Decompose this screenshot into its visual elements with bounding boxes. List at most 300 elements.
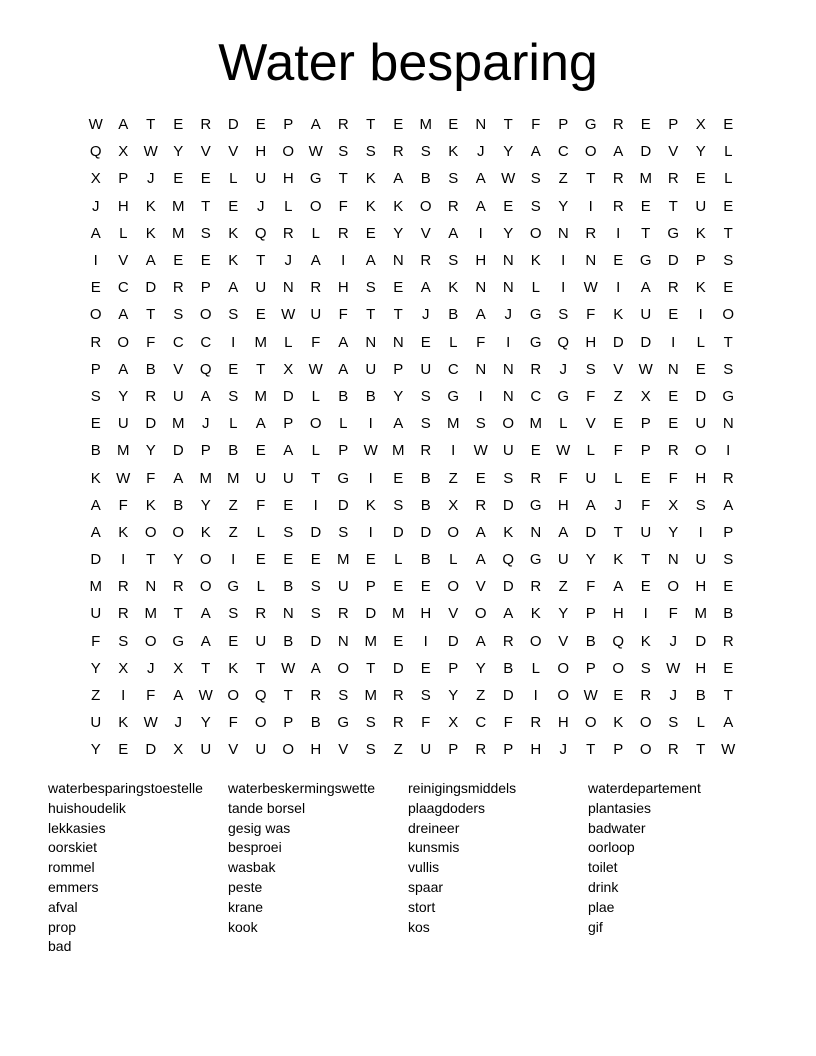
grid-letter: U: [337, 578, 349, 596]
grid-letter: P: [448, 659, 459, 677]
grid-letter: P: [200, 279, 211, 297]
grid-letter: S: [365, 714, 376, 732]
grid-letter: E: [668, 387, 679, 405]
grid-letter: B: [173, 496, 184, 514]
grid-letter: A: [145, 252, 156, 270]
word-list-item: afval: [48, 898, 78, 915]
grid-letter: D: [282, 387, 294, 405]
grid-letter: M: [392, 605, 405, 623]
grid-letter: F: [586, 387, 596, 405]
grid-letter: O: [254, 714, 267, 732]
grid-letter: O: [639, 714, 652, 732]
grid-letter: I: [533, 687, 538, 705]
grid-letter: N: [502, 387, 514, 405]
grid-letter: N: [282, 605, 294, 623]
grid-letter: B: [310, 714, 321, 732]
grid-letter: A: [503, 605, 514, 623]
grid-letter: E: [448, 116, 459, 134]
grid-letter: Z: [613, 387, 623, 405]
grid-row: [82, 600, 742, 627]
grid-letter: Y: [90, 659, 101, 677]
grid-letter: W: [363, 442, 378, 460]
grid-letter: I: [423, 632, 428, 650]
grid-letter: U: [255, 741, 267, 759]
grid-letter: F: [91, 632, 101, 650]
grid-letter: M: [172, 224, 185, 242]
grid-letter: R: [282, 224, 294, 242]
grid-letter: S: [530, 170, 541, 188]
grid-letter: R: [392, 714, 404, 732]
grid-letter: D: [392, 659, 404, 677]
grid-letter: Y: [503, 224, 514, 242]
grid-letter: T: [723, 333, 733, 351]
grid-letter: U: [502, 442, 514, 460]
word-list-item: drink: [588, 878, 619, 895]
grid-letter: A: [448, 224, 459, 242]
grid-letter: M: [89, 578, 102, 596]
grid-letter: D: [310, 632, 322, 650]
grid-letter: B: [228, 442, 239, 460]
grid-letter: S: [228, 605, 239, 623]
grid-letter: L: [696, 714, 705, 732]
grid-letter: B: [365, 387, 376, 405]
grid-letter: M: [172, 415, 185, 433]
grid-letter: F: [338, 197, 348, 215]
grid-letter: M: [529, 415, 542, 433]
grid-letter: A: [585, 496, 596, 514]
grid-letter: E: [173, 116, 184, 134]
grid-letter: D: [502, 578, 514, 596]
grid-letter: A: [475, 632, 486, 650]
grid-letter: M: [364, 687, 377, 705]
grid-letter: L: [311, 442, 320, 460]
grid-letter: E: [640, 116, 651, 134]
grid-letter: N: [585, 252, 597, 270]
grid-letter: C: [117, 279, 129, 297]
grid-letter: S: [695, 496, 706, 514]
word-list-item: huishoudelik: [48, 799, 126, 816]
grid-row: [82, 655, 742, 682]
grid-letter: N: [502, 360, 514, 378]
grid-letter: D: [392, 523, 404, 541]
grid-letter: I: [368, 523, 373, 541]
grid-letter: K: [695, 279, 706, 297]
grid-letter: R: [172, 578, 184, 596]
grid-letter: J: [174, 714, 182, 732]
grid-letter: J: [669, 632, 677, 650]
page-title: Water besparing: [218, 34, 598, 92]
grid-letter: A: [173, 687, 184, 705]
grid-letter: E: [640, 578, 651, 596]
grid-letter: B: [723, 605, 734, 623]
grid-letter: A: [613, 578, 624, 596]
grid-letter: D: [640, 333, 652, 351]
grid-letter: R: [530, 469, 542, 487]
grid-letter: I: [478, 224, 483, 242]
grid-letter: U: [695, 197, 707, 215]
grid-letter: Z: [91, 687, 101, 705]
grid-letter: E: [283, 496, 294, 514]
grid-letter: B: [420, 551, 431, 569]
grid-letter: E: [200, 170, 211, 188]
word-list-item: vullis: [408, 859, 440, 876]
grid-letter: E: [393, 578, 404, 596]
grid-letter: L: [339, 415, 348, 433]
grid-letter: P: [613, 741, 624, 759]
grid-letter: L: [449, 333, 458, 351]
grid-row: [82, 383, 742, 410]
grid-letter: O: [89, 306, 102, 324]
grid-letter: R: [310, 687, 322, 705]
grid-letter: R: [667, 442, 679, 460]
grid-letter: D: [145, 741, 157, 759]
grid-letter: T: [641, 224, 651, 242]
grid-letter: T: [146, 306, 156, 324]
grid-letter: Y: [173, 143, 184, 161]
grid-letter: C: [172, 333, 184, 351]
grid-letter: Y: [200, 496, 211, 514]
grid-letter: X: [118, 143, 129, 161]
grid-letter: I: [451, 442, 456, 460]
grid-letter: P: [558, 116, 569, 134]
grid-letter: F: [476, 333, 486, 351]
grid-letter: R: [585, 224, 597, 242]
grid-letter: S: [723, 360, 734, 378]
grid-letter: H: [420, 605, 432, 623]
grid-letter: H: [695, 659, 707, 677]
grid-letter: Z: [393, 741, 403, 759]
grid-letter: L: [724, 170, 733, 188]
grid-letter: I: [368, 415, 373, 433]
grid-letter: A: [640, 279, 651, 297]
grid-letter: I: [726, 442, 731, 460]
grid-letter: B: [503, 659, 514, 677]
grid-letter: P: [338, 442, 349, 460]
grid-letter: J: [504, 306, 512, 324]
grid-letter: T: [723, 687, 733, 705]
grid-letter: M: [254, 387, 267, 405]
grid-letter: E: [475, 469, 486, 487]
grid-letter: I: [478, 387, 483, 405]
grid-letter: H: [557, 496, 569, 514]
grid-letter: K: [393, 197, 404, 215]
grid-letter: U: [282, 469, 294, 487]
grid-letter: D: [502, 687, 514, 705]
word-list-item: kos: [408, 918, 430, 935]
grid-letter: E: [503, 197, 514, 215]
grid-letter: N: [475, 116, 487, 134]
grid-letter: R: [337, 116, 349, 134]
grid-row: [82, 247, 742, 274]
grid-letter: E: [420, 333, 431, 351]
grid-letter: O: [117, 333, 130, 351]
word-list-item: wasbak: [228, 859, 276, 876]
grid-letter: R: [392, 143, 404, 161]
grid-letter: V: [668, 143, 679, 161]
grid-letter: U: [585, 469, 597, 487]
grid-letter: J: [559, 741, 567, 759]
grid-letter: J: [669, 687, 677, 705]
grid-letter: L: [586, 442, 595, 460]
grid-letter: L: [256, 578, 265, 596]
grid-letter: T: [723, 224, 733, 242]
grid-letter: U: [255, 632, 267, 650]
grid-letter: W: [583, 279, 598, 297]
grid-letter: R: [337, 605, 349, 623]
grid-letter: T: [668, 197, 678, 215]
grid-letter: X: [668, 496, 679, 514]
grid-letter: T: [641, 551, 651, 569]
word-column: [48, 779, 228, 957]
word-list-item: kook: [228, 918, 258, 935]
grid-row: [82, 573, 742, 600]
grid-letter: R: [117, 605, 129, 623]
grid-letter: K: [200, 523, 211, 541]
grid-letter: D: [612, 333, 624, 351]
grid-letter: R: [475, 741, 487, 759]
grid-letter: L: [531, 279, 540, 297]
grid-letter: A: [228, 279, 239, 297]
grid-letter: O: [447, 578, 460, 596]
grid-letter: I: [313, 496, 318, 514]
word-list-item: emmers: [48, 878, 99, 895]
grid-letter: R: [420, 442, 432, 460]
grid-row: [82, 736, 742, 763]
grid-letter: R: [392, 687, 404, 705]
word-list-item: lekkasies: [48, 819, 106, 836]
grid-letter: B: [695, 687, 706, 705]
grid-letter: M: [199, 469, 212, 487]
grid-letter: A: [393, 415, 404, 433]
grid-letter: U: [172, 387, 184, 405]
grid-letter: V: [200, 143, 211, 161]
grid-row: [82, 165, 742, 192]
grid-letter: K: [228, 659, 239, 677]
grid-letter: R: [145, 387, 157, 405]
grid-letter: F: [146, 469, 156, 487]
grid-letter: U: [695, 551, 707, 569]
grid-letter: K: [365, 496, 376, 514]
grid-letter: A: [613, 143, 624, 161]
grid-letter: J: [477, 143, 485, 161]
grid-letter: A: [118, 116, 129, 134]
grid-letter: X: [173, 659, 184, 677]
grid-letter: K: [503, 523, 514, 541]
grid-letter: D: [420, 523, 432, 541]
word-list-item: oorloop: [588, 839, 635, 856]
word-search-grid: [82, 111, 742, 764]
grid-letter: K: [365, 197, 376, 215]
grid-letter: O: [199, 306, 212, 324]
grid-letter: E: [393, 469, 404, 487]
grid-letter: B: [448, 306, 459, 324]
grid-letter: A: [393, 170, 404, 188]
grid-letter: S: [365, 143, 376, 161]
grid-letter: N: [475, 360, 487, 378]
grid-letter: E: [228, 197, 239, 215]
grid-letter: L: [724, 143, 733, 161]
grid-letter: Y: [558, 197, 569, 215]
grid-letter: E: [668, 415, 679, 433]
grid-letter: S: [723, 551, 734, 569]
grid-letter: O: [612, 659, 625, 677]
grid-letter: P: [668, 116, 679, 134]
grid-letter: A: [310, 116, 321, 134]
grid-letter: R: [667, 279, 679, 297]
grid-letter: E: [613, 415, 624, 433]
grid-letter: D: [695, 387, 707, 405]
grid-letter: P: [723, 523, 734, 541]
grid-letter: G: [667, 224, 680, 242]
grid-letter: J: [147, 170, 155, 188]
grid-letter: P: [640, 415, 651, 433]
grid-letter: B: [420, 170, 431, 188]
grid-letter: E: [640, 469, 651, 487]
grid-letter: B: [283, 578, 294, 596]
grid-letter: W: [638, 360, 653, 378]
grid-letter: E: [228, 632, 239, 650]
grid-letter: G: [529, 306, 542, 324]
grid-letter: L: [531, 659, 540, 677]
grid-letter: X: [448, 496, 459, 514]
grid-letter: V: [118, 252, 129, 270]
grid-letter: E: [420, 578, 431, 596]
grid-letter: H: [475, 252, 487, 270]
grid-letter: W: [281, 306, 296, 324]
grid-letter: Z: [228, 496, 238, 514]
grid-letter: D: [90, 551, 102, 569]
grid-letter: Y: [393, 387, 404, 405]
word-list-item: badwater: [588, 819, 646, 836]
grid-letter: C: [557, 143, 569, 161]
grid-letter: F: [228, 714, 238, 732]
grid-letter: U: [640, 306, 652, 324]
grid-letter: E: [365, 224, 376, 242]
grid-letter: N: [502, 279, 514, 297]
grid-letter: S: [393, 496, 404, 514]
grid-letter: Y: [558, 605, 569, 623]
word-list-item: oorskiet: [48, 839, 98, 856]
grid-letter: S: [310, 578, 321, 596]
grid-letter: W: [88, 116, 103, 134]
grid-letter: I: [616, 224, 621, 242]
grid-letter: E: [393, 116, 404, 134]
grid-letter: O: [337, 659, 350, 677]
grid-letter: Y: [145, 442, 156, 460]
grid-letter: K: [530, 252, 541, 270]
grid-letter: P: [585, 605, 596, 623]
grid-letter: Z: [228, 523, 238, 541]
grid-letter: M: [144, 605, 157, 623]
grid-letter: T: [256, 360, 266, 378]
grid-letter: Y: [585, 551, 596, 569]
grid-letter: L: [559, 415, 568, 433]
grid-letter: H: [282, 170, 294, 188]
grid-letter: G: [529, 333, 542, 351]
grid-letter: R: [612, 116, 624, 134]
grid-letter: X: [173, 741, 184, 759]
grid-letter: Q: [254, 224, 267, 242]
grid-letter: P: [393, 360, 404, 378]
grid-letter: S: [283, 523, 294, 541]
grid-letter: E: [255, 442, 266, 460]
grid-letter: V: [613, 360, 624, 378]
grid-letter: O: [144, 523, 157, 541]
grid-letter: M: [172, 197, 185, 215]
grid-row: [82, 274, 742, 301]
grid-letter: O: [529, 224, 542, 242]
word-column: [408, 779, 588, 957]
grid-letter: M: [117, 442, 130, 460]
grid-letter: P: [90, 360, 101, 378]
grid-letter: U: [365, 360, 377, 378]
grid-letter: R: [667, 170, 679, 188]
grid-letter: F: [146, 333, 156, 351]
grid-letter: E: [255, 551, 266, 569]
word-list-item: waterbeskermingswette: [228, 780, 376, 796]
grid-letter: G: [639, 252, 652, 270]
word-list-item: gif: [588, 918, 603, 935]
grid-letter: D: [667, 252, 679, 270]
grid-letter: Y: [668, 523, 679, 541]
grid-letter: W: [143, 714, 158, 732]
grid-letter: L: [256, 523, 265, 541]
grid-letter: B: [420, 496, 431, 514]
grid-letter: I: [121, 551, 126, 569]
grid-letter: T: [201, 659, 211, 677]
grid-letter: D: [585, 523, 597, 541]
grid-letter: J: [422, 306, 430, 324]
word-list-item: besproei: [228, 839, 282, 856]
grid-letter: O: [199, 551, 212, 569]
grid-letter: J: [284, 252, 292, 270]
grid-letter: L: [284, 333, 293, 351]
grid-letter: S: [228, 306, 239, 324]
grid-letter: G: [337, 469, 350, 487]
grid-letter: A: [475, 197, 486, 215]
grid-letter: G: [447, 387, 460, 405]
grid-letter: F: [613, 442, 623, 460]
grid-letter: R: [447, 197, 459, 215]
grid-letter: O: [502, 415, 515, 433]
grid-letter: H: [310, 741, 322, 759]
grid-letter: T: [586, 741, 596, 759]
grid-letter: T: [393, 306, 403, 324]
grid-letter: W: [501, 170, 516, 188]
grid-letter: T: [503, 116, 513, 134]
grid-letter: K: [228, 252, 239, 270]
grid-letter: Y: [173, 551, 184, 569]
grid-letter: E: [420, 659, 431, 677]
grid-letter: K: [118, 714, 129, 732]
grid-letter: O: [309, 415, 322, 433]
grid-letter: R: [722, 632, 734, 650]
grid-letter: S: [365, 279, 376, 297]
grid-letter: W: [198, 687, 213, 705]
grid-row: [82, 329, 742, 356]
grid-letter: N: [365, 333, 377, 351]
grid-letter: Y: [200, 714, 211, 732]
grid-letter: O: [282, 143, 295, 161]
grid-letter: K: [90, 469, 101, 487]
grid-letter: Y: [118, 387, 129, 405]
grid-letter: E: [393, 632, 404, 650]
grid-letter: E: [695, 170, 706, 188]
grid-letter: Q: [502, 551, 515, 569]
grid-letter: J: [92, 197, 100, 215]
grid-letter: H: [695, 578, 707, 596]
grid-letter: X: [640, 387, 651, 405]
